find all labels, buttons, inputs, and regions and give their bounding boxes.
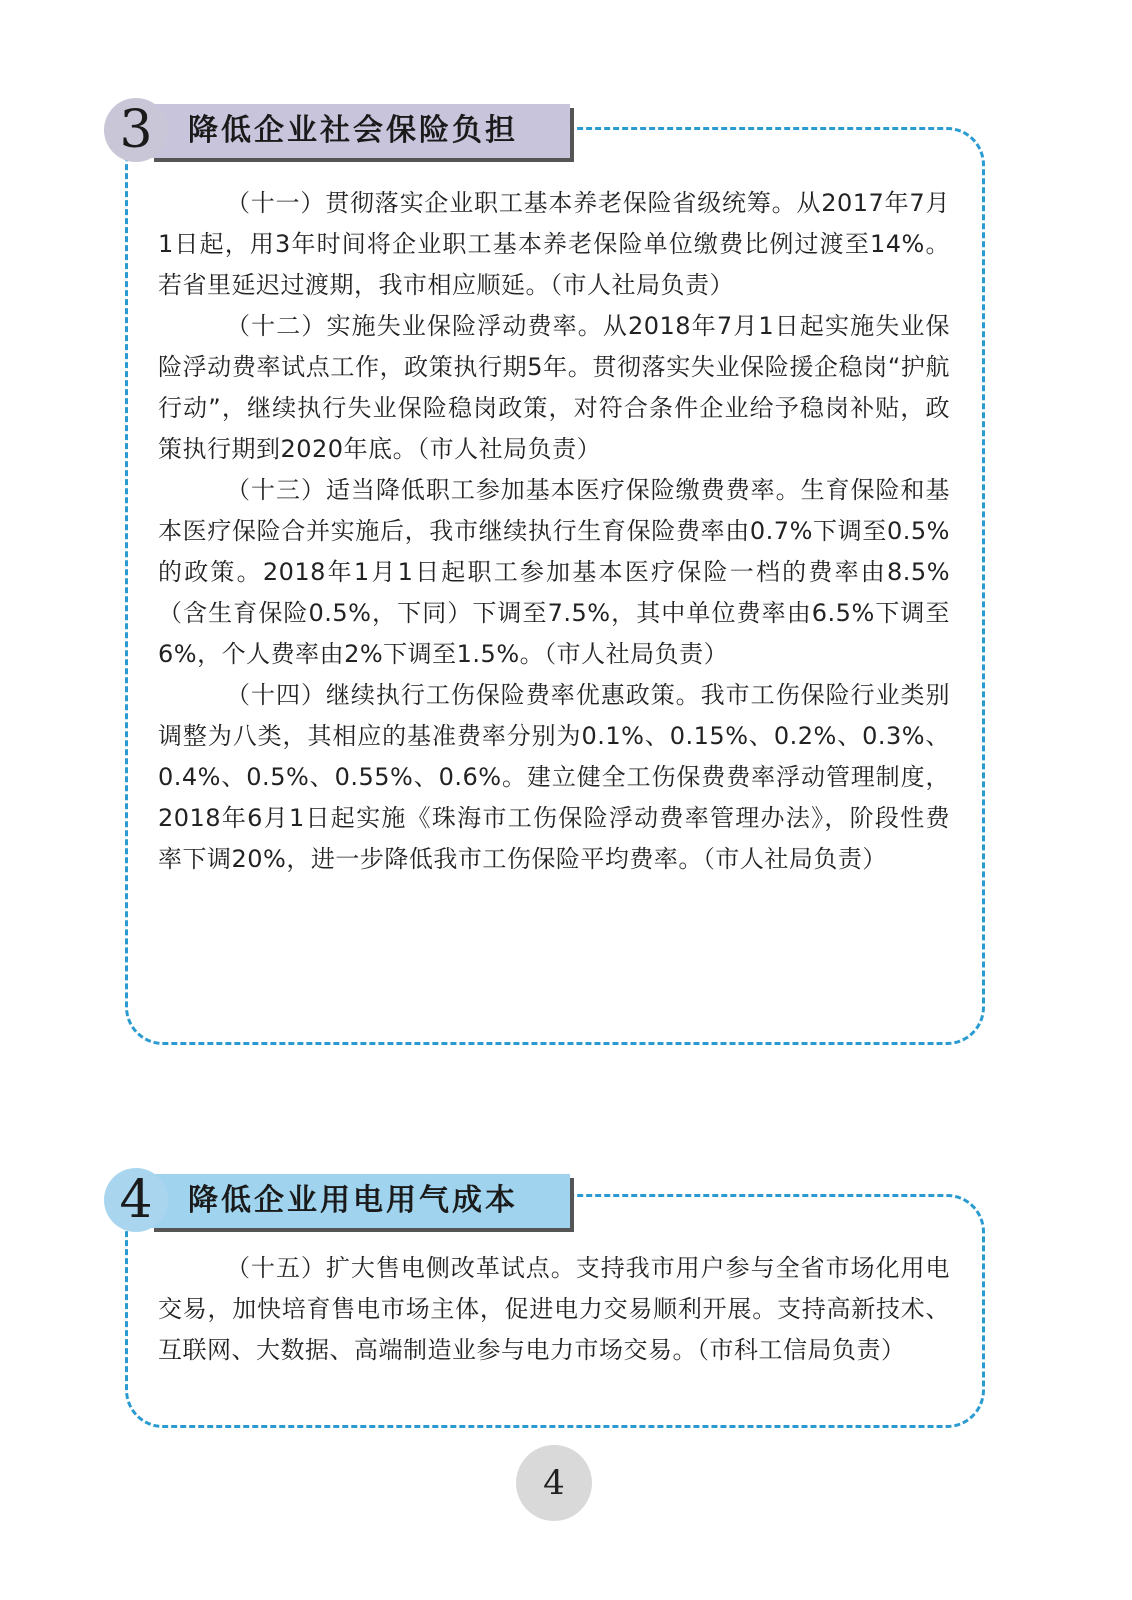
section-4-number-badge: 4 [104, 1168, 168, 1232]
paragraph-15: （十五）扩大售电侧改革试点。支持我市用户参与全省市场化用电交易，加快培育售电市场主体，促进电力交易顺利开展。支持高新技术、互联网、大数据、高端制造业参与电力市场交易。（市科工信局负责） [158, 1254, 950, 1364]
paragraph-13: （十三）适当降低职工参加基本医疗保险缴费费率。生育保险和基本医疗保险合并实施后，我市继续执行生育保险费率由0.7%下调至0.5%的政策。2018年1月1日起职工参加基本医疗保险一档的费率由8.5%（含生育保险0.5%，下同）下调至7.5%，其中单位费率由6.5%下调至6%，个人费率由2%下调至1.5%。（市人社局负责） [158, 476, 950, 668]
section-4-banner [150, 1174, 570, 1228]
section-4-content [158, 1248, 950, 1371]
paragraph-11: （十一）贯彻落实企业职工基本养老保险省级统筹。从2017年7月1日起，用3年时间将企业职工基本养老保险单位缴费比例过渡至14%。若省里延迟过渡期，我市相应顺延。（市人社局负责） [158, 189, 950, 299]
paragraph-14: （十四）继续执行工伤保险费率优惠政策。我市工伤保险行业类别调整为八类，其相应的基准费率分别为0.1%、0.15%、0.2%、0.3%、0.4%、0.5%、0.55%、0.6%。建立健全工伤保费费率浮动管理制度，2018年6月1日起实施《珠海市工伤保险浮动费率管理办法》，阶段性费率下调20%，进一步降低我市工伤保险平均费率。（市人社局负责） [158, 681, 950, 873]
section-3-title: 降低企业社会保险负担 [188, 113, 518, 148]
page-number: 4 [516, 1445, 592, 1521]
paragraph-12: （十二）实施失业保险浮动费率。从2018年7月1日起实施失业保险浮动费率试点工作，政策执行期5年。贯彻落实失业保险援企稳岗“护航行动”，继续执行失业保险稳岗政策，对符合条件企业给予稳岗补贴，政策执行期到2020年底。（市人社局负责） [158, 312, 950, 463]
section-3-content [158, 183, 950, 880]
section-4-title: 降低企业用电用气成本 [188, 1183, 518, 1218]
section-3-number-badge: 3 [104, 98, 168, 162]
section-4 [0, 1168, 1132, 1448]
section-3-banner [150, 104, 570, 158]
